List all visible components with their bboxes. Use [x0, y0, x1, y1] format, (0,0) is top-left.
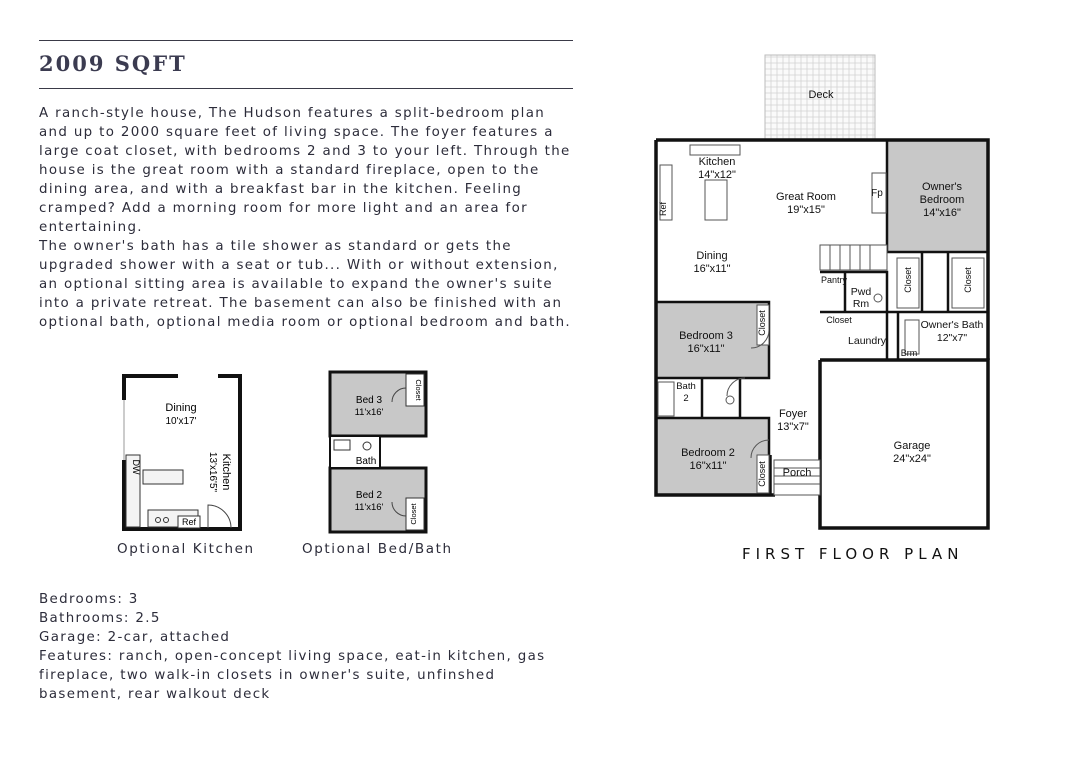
opt-closet-lower-label: Closet [409, 503, 418, 525]
foyer-label: Foyer [778, 408, 808, 420]
opt-bed2-label: Bed 2 [355, 490, 383, 501]
garage-label: Garage [893, 440, 931, 452]
pwd-label: Pwd [850, 286, 872, 298]
opt-kitchen-dining-size: 10'x17' [165, 416, 197, 427]
foyer-size: 13"x7" [777, 421, 809, 433]
optional-bed-bath-plan [322, 368, 432, 536]
kitchen-label: Kitchen [698, 156, 736, 168]
first-floor-plan [640, 50, 1000, 535]
title-underline [39, 88, 573, 89]
closet-label-laundry: Closet [826, 315, 852, 325]
bedroom2-label: Bedroom 2 [681, 447, 735, 459]
dining-size: 16"x11" [693, 263, 731, 275]
page-title: 2009 SQFT [39, 51, 187, 76]
spec-bedrooms: Bedrooms: 3 [39, 592, 139, 607]
opt-kitchen-dining-label: Dining [165, 402, 197, 414]
deck-label: Deck [808, 89, 834, 101]
opt-bed2-size: 11'x16' [354, 502, 384, 513]
owners-bedroom-label-2: Bedroom [919, 194, 965, 206]
closet-label-bedroom3: Closet [757, 310, 767, 336]
bath2-label: Bath [676, 381, 696, 392]
description-paragraph-1: A ranch-style house, The Hudson features a split-bedroom plan and up to 2000 square feet of living space. The foyer features a large coat closet, with bedrooms 2 and 3 to your left. Through the house is the great room with a standard fireplace, open to the dining area, and with a breakfast bar in the kitchen. Feeling cramped? Add a morning room for more light and an area for entertaining. [39, 106, 571, 235]
opt-kitchen-dw-label: DW [131, 459, 141, 475]
rm-label: Rm [852, 298, 870, 310]
owners-bedroom-label-1: Owner's [922, 181, 962, 193]
kitchen-size: 14"x12" [698, 169, 736, 181]
closet-label-bedroom2: Closet [757, 461, 767, 487]
great-room-label: Great Room [776, 191, 836, 203]
opt-closet-upper-label: Closet [414, 379, 423, 401]
optional-kitchen-caption: Optional Kitchen [117, 541, 255, 557]
spec-features: Features: ranch, open-concept living space, eat-in kitchen, gas fireplace, two walk-in closets in owner's suite, unfinshed basement, rear walkout deck [39, 649, 546, 702]
fp-label: Fp [871, 188, 883, 199]
closet-label-owners-right: Closet [963, 267, 973, 293]
opt-bed3-label: Bed 3 [355, 395, 383, 406]
bedroom2-size: 16"x11" [689, 460, 727, 472]
great-room-size: 19"x15" [787, 204, 825, 216]
optional-bed-bath-caption: Optional Bed/Bath [302, 541, 453, 557]
bedroom3-size: 16"x11" [687, 343, 725, 355]
pantry-label: Pantry [820, 275, 848, 285]
top-rule [39, 40, 573, 41]
opt-bath-label: Bath [355, 456, 377, 467]
opt-bed3-size: 11'x16' [354, 407, 384, 418]
optional-kitchen-plan [118, 370, 248, 535]
bedroom3-label: Bedroom 3 [679, 330, 733, 342]
closet-label-owners-left: Closet [903, 267, 913, 293]
owners-bath-size: 12"x7" [936, 332, 968, 344]
specs-list [39, 590, 579, 704]
laundry-label: Laundry [848, 335, 886, 347]
garage-size: 24"x24" [893, 453, 931, 465]
spec-bathrooms: Bathrooms: 2.5 [39, 611, 161, 626]
porch-label: Porch [782, 467, 812, 479]
dining-label: Dining [696, 250, 728, 262]
opt-kitchen-ref-label: Ref [181, 517, 197, 527]
opt-kitchen-kitchen-label: Kitchen [220, 453, 232, 491]
spec-garage: Garage: 2-car, attached [39, 630, 231, 645]
owners-bath-label: Owner's Bath [920, 319, 984, 331]
description-paragraph-2: The owner's bath has a tile shower as standard or gets the upgraded shower with a seat or tub... With or without extension, an optional sitting area is available to expand the owner's suite into a private retreat. The basement can also be finished with an optional bath, optional media room or optional bedroom and bath. [39, 239, 572, 330]
bath2-number: 2 [683, 393, 689, 404]
brm-label: Brm [900, 348, 918, 358]
opt-kitchen-kitchen-size: 13'x16'5" [207, 451, 218, 493]
floor-plan-title: FIRST FLOOR PLAN [742, 545, 964, 563]
ref-label: Ref [658, 201, 668, 217]
owners-bedroom-size: 14"x16" [923, 207, 961, 219]
